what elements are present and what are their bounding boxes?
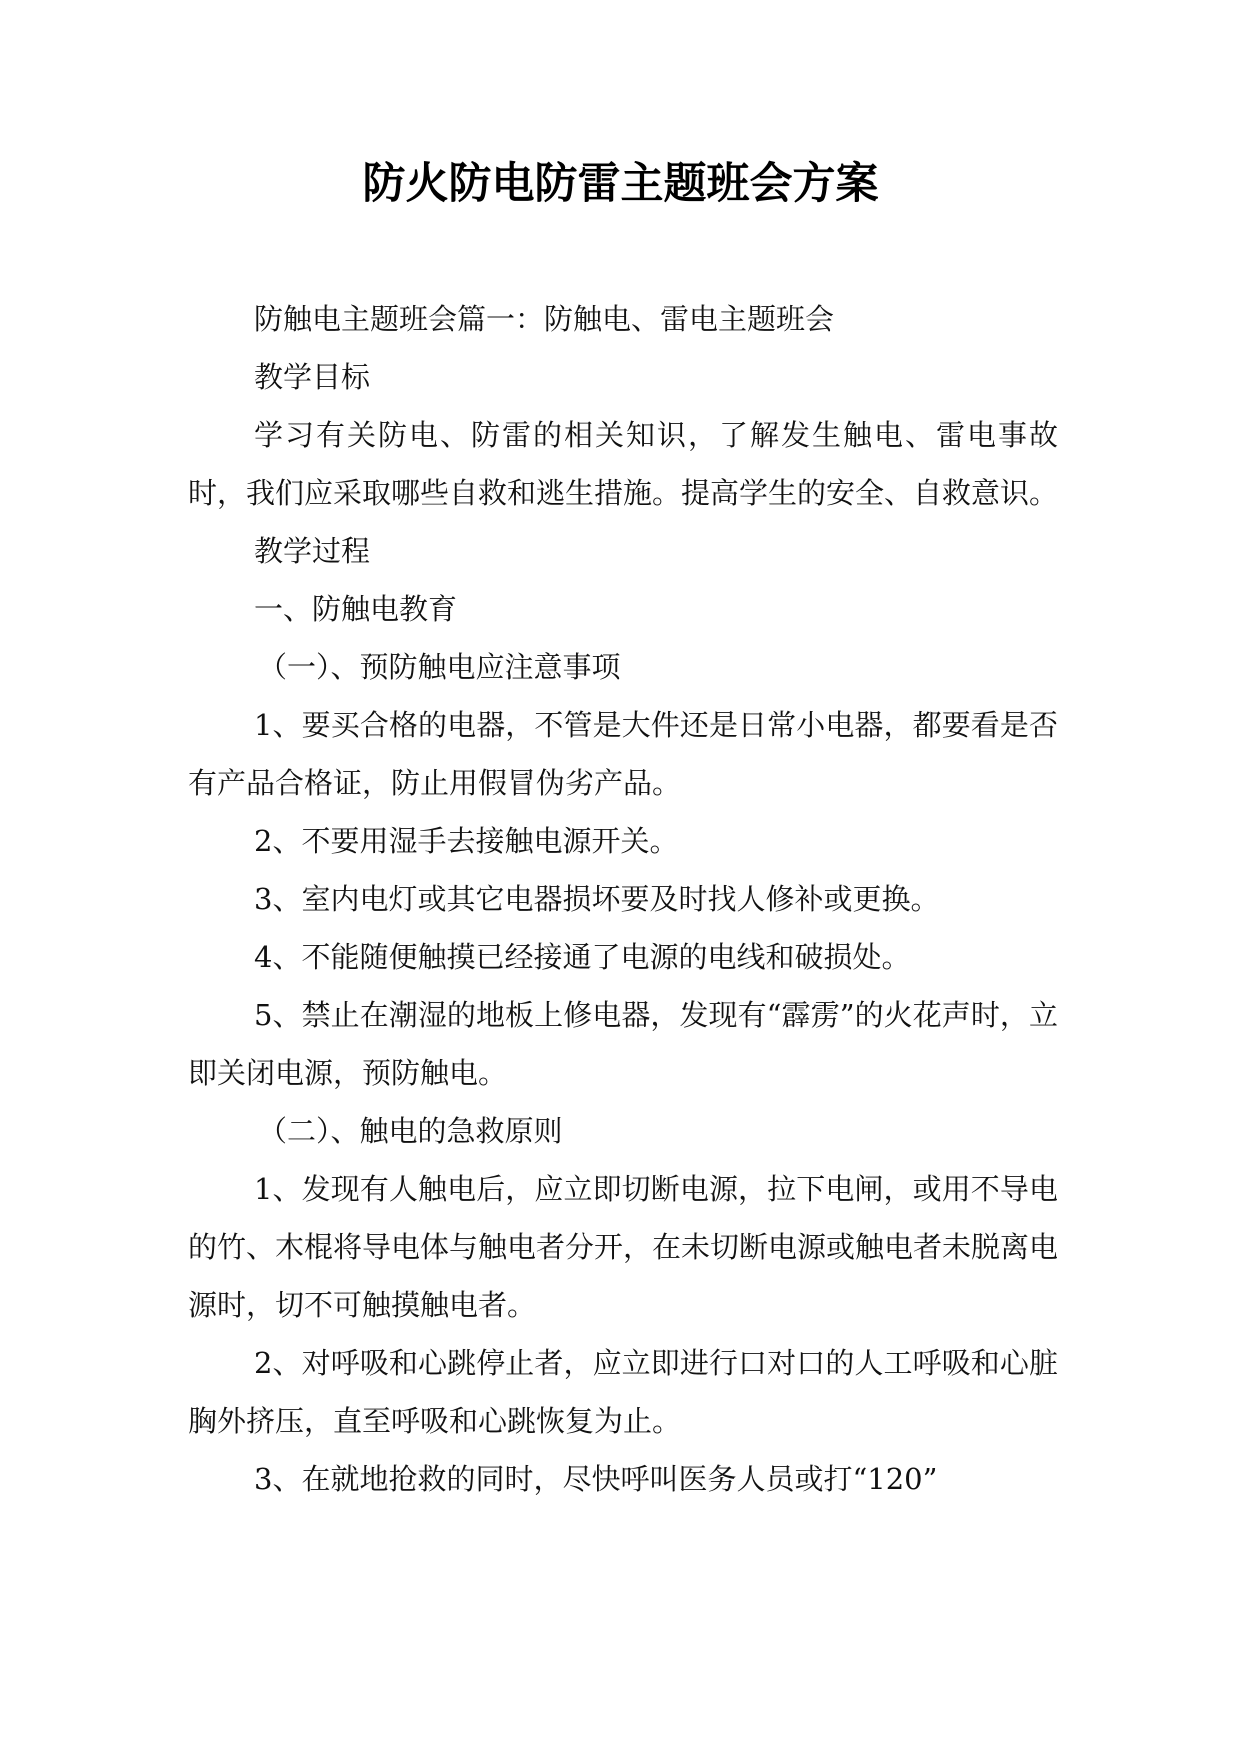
subheading-first-aid: （二）、触电的急救原则: [258, 1114, 563, 1148]
subheading-prevention: （一）、预防触电应注意事项: [258, 650, 621, 684]
section-heading: 防触电主题班会篇一：防触电、雷电主题班会: [254, 302, 835, 336]
heading-electric-shock-education: 一、防触电教育: [254, 592, 458, 626]
list-item: 2、对呼吸和心跳停止者，应立即进行口对口的人工呼吸和心脏胸外挤压，直至呼吸和心跳恢复为止。: [188, 1346, 1058, 1438]
list-item: 1、发现有人触电后，应立即切断电源，拉下电闸，或用不导电的竹、木棍将导电体与触电者分开，在未切断电源或触电者未脱离电源时，切不可触摸触电者。: [188, 1172, 1059, 1322]
heading-teaching-goal: 教学目标: [254, 360, 371, 394]
list-item: 3、在就地抢救的同时，尽快呼叫医务人员或打“120”: [254, 1462, 938, 1496]
list-item: 2、不要用湿手去接触电源开关。: [254, 824, 679, 858]
document-title: 防火防电防雷主题班会方案: [362, 159, 879, 209]
list-item: 3、室内电灯或其它电器损坏要及时找人修补或更换。: [254, 882, 940, 916]
heading-teaching-process: 教学过程: [254, 534, 371, 568]
list-item: 4、不能随便触摸已经接通了电源的电线和破损处。: [254, 940, 911, 974]
list-item: 5、禁止在潮湿的地板上修电器，发现有“霹雳”的火花声时，立即关闭电源，预防触电。: [188, 998, 1058, 1090]
paragraph: 学习有关防电、防雷的相关知识，了解发生触电、雷电事故时，我们应采取哪些自救和逃生措施。提高学生的安全、自救意识。: [188, 418, 1059, 510]
list-item: 1、要买合格的电器，不管是大件还是日常小电器，都要看是否有产品合格证，防止用假冒伪劣产品。: [188, 708, 1058, 800]
document-body: [188, 290, 1058, 1508]
